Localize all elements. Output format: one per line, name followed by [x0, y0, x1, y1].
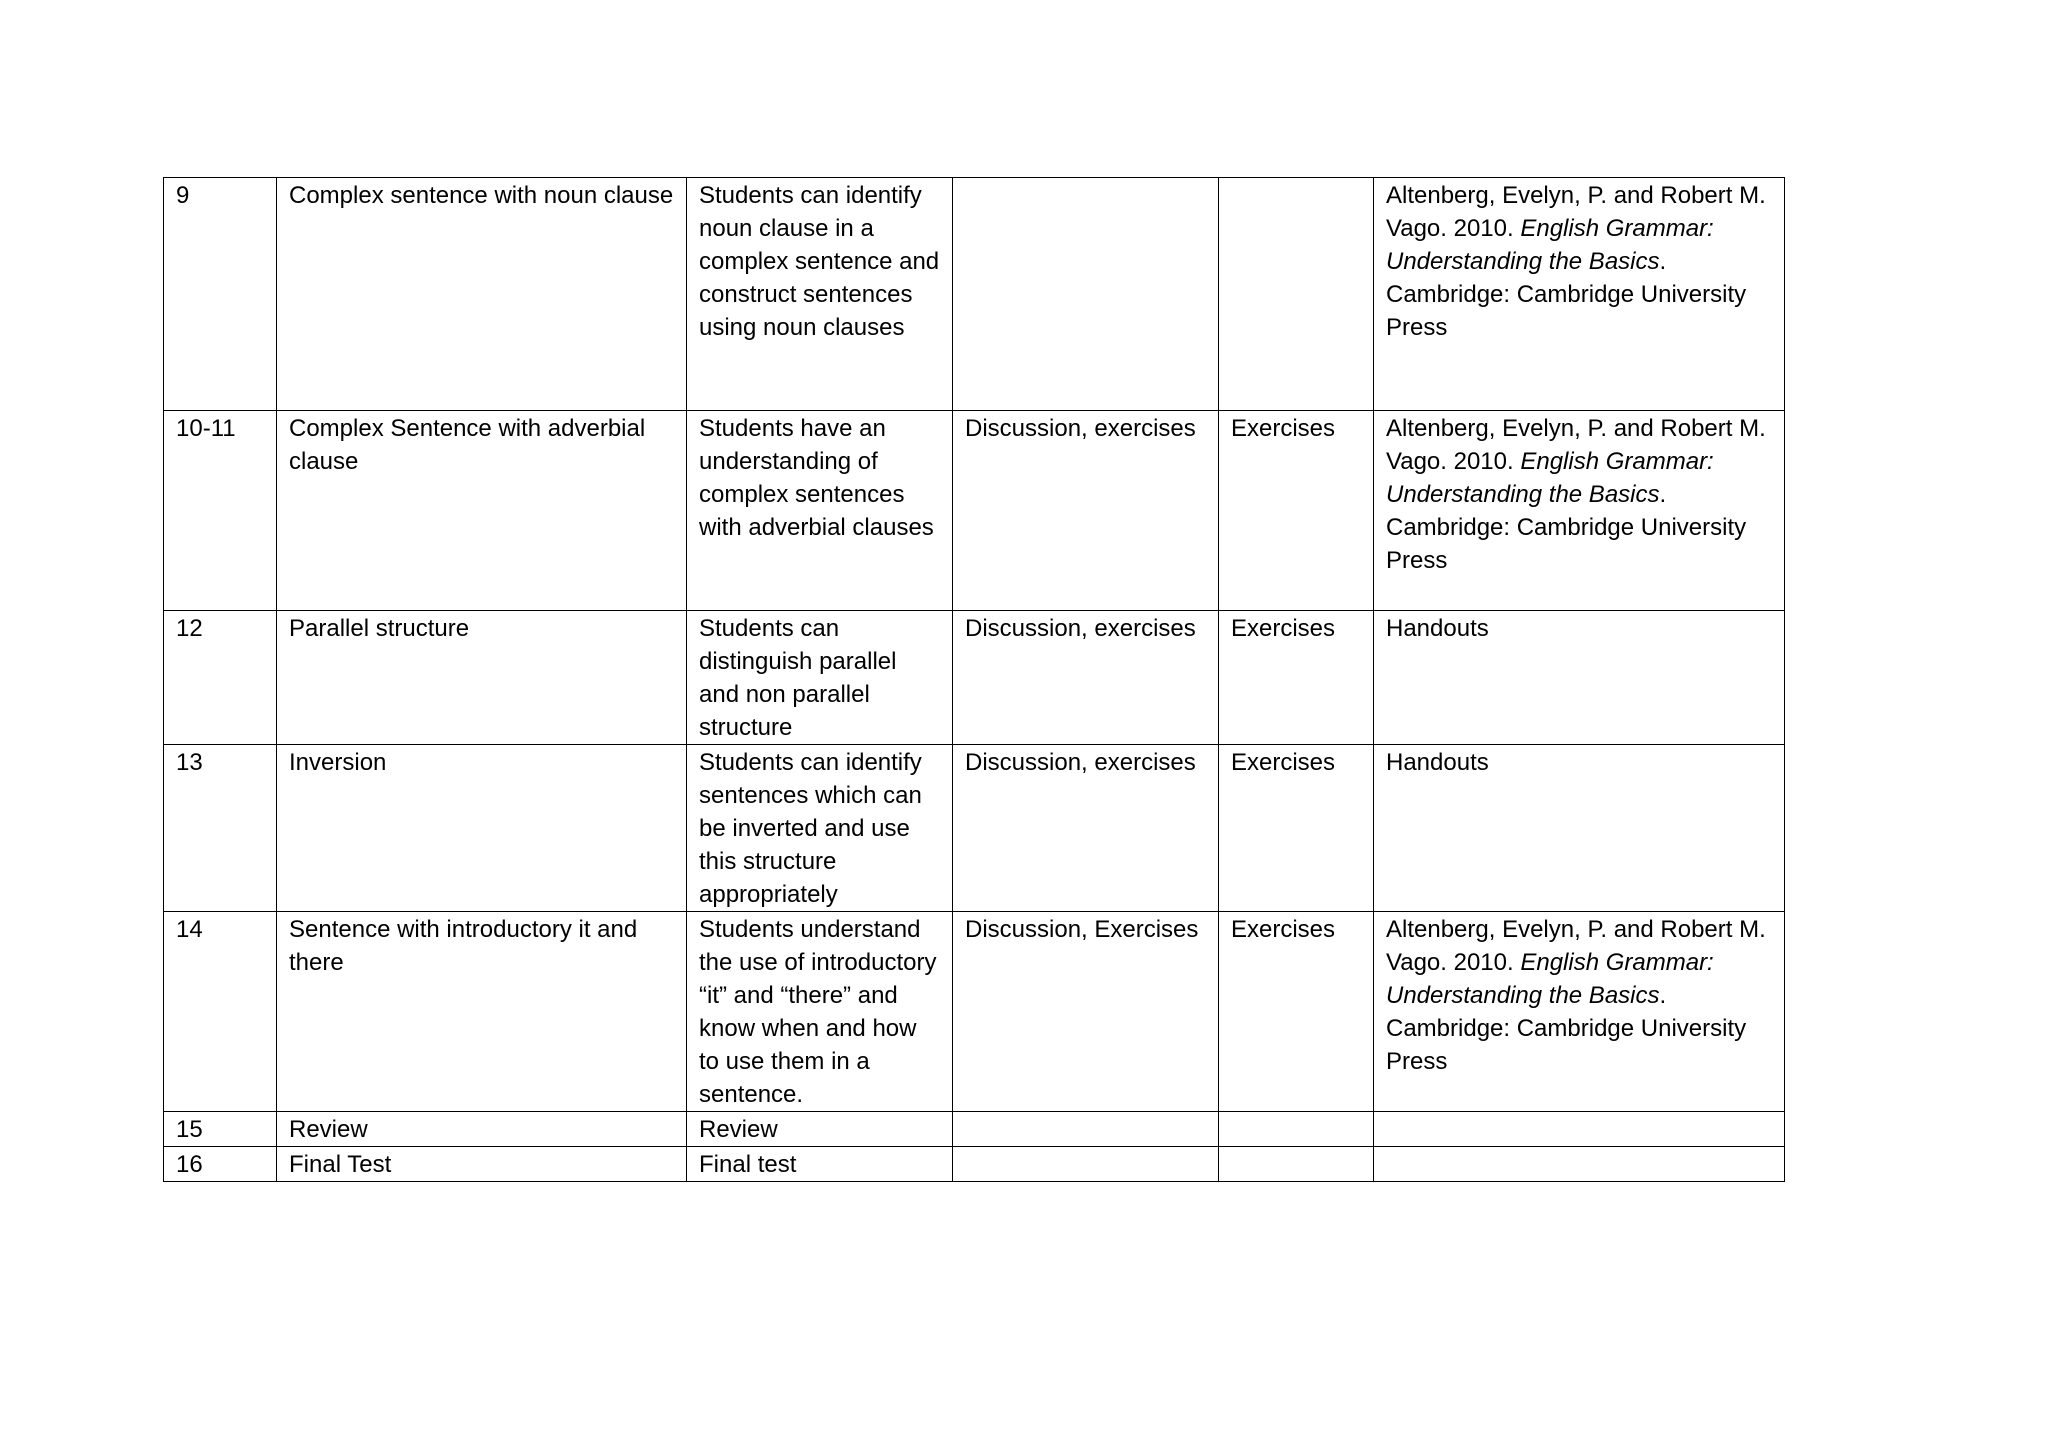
reference-cell: [1374, 611, 1785, 745]
outcome-text: Students understand the use of introductory “it” and “there” and know when and how to use them in a sentence.: [699, 916, 937, 1108]
reference-book-title: English Grammar: Understanding the Basics: [1386, 448, 1714, 508]
outcome-cell: [687, 1147, 953, 1182]
week-number: 16: [176, 1151, 203, 1178]
assessment-text: Exercises: [1231, 615, 1336, 642]
reference-cell: [1374, 912, 1785, 1112]
reference-publisher: . Cambridge: Cambridge University Press: [1386, 982, 1747, 1075]
assessment-cell: [1219, 912, 1374, 1112]
table-row: [164, 1112, 1785, 1147]
outcome-text: Review: [699, 1116, 778, 1143]
topic-text: Parallel structure: [289, 615, 470, 642]
outcome-text: Students have an understanding of complex sentences with adverbial clauses: [699, 415, 934, 541]
topic-text: Final Test: [289, 1151, 392, 1178]
topic-text: Complex Sentence with adverbial clause: [289, 415, 646, 475]
week-cell: [164, 912, 277, 1112]
reference-cell: [1374, 1112, 1785, 1147]
method-text: Discussion, exercises: [965, 749, 1196, 776]
outcome-cell: [687, 611, 953, 745]
reference-authors: Altenberg, Evelyn, P. and Robert M. Vago. 2010.: [1386, 415, 1766, 475]
method-cell: [953, 411, 1219, 611]
topic-cell: [277, 611, 687, 745]
syllabus-table: [163, 177, 1785, 1182]
assessment-cell: [1219, 1147, 1374, 1182]
reference-authors: Altenberg, Evelyn, P. and Robert M. Vago. 2010.: [1386, 182, 1766, 242]
method-cell: [953, 1147, 1219, 1182]
topic-text: Review: [289, 1116, 368, 1143]
topic-text: Complex sentence with noun clause: [289, 182, 674, 209]
method-cell: [953, 611, 1219, 745]
table-row: [164, 912, 1785, 1112]
reference-book-title: English Grammar: Understanding the Basics: [1386, 215, 1714, 275]
outcome-text: Students can distinguish parallel and non parallel structure: [699, 615, 897, 741]
table-row: [164, 178, 1785, 411]
reference-cell: [1374, 178, 1785, 411]
week-cell: [164, 411, 277, 611]
assessment-text: Exercises: [1231, 916, 1336, 943]
week-number: 10-11: [176, 415, 236, 442]
assessment-cell: [1219, 178, 1374, 411]
week-number: 13: [176, 749, 203, 776]
reference-publisher: . Cambridge: Cambridge University Press: [1386, 481, 1747, 574]
outcome-cell: [687, 411, 953, 611]
outcome-cell: [687, 1112, 953, 1147]
topic-cell: [277, 178, 687, 411]
week-number: 15: [176, 1116, 203, 1143]
topic-text: Sentence with introductory it and there: [289, 916, 638, 976]
outcome-cell: [687, 745, 953, 912]
week-number: 9: [176, 182, 190, 209]
week-cell: [164, 611, 277, 745]
assessment-cell: [1219, 745, 1374, 912]
outcome-text: Students can identify sentences which can be inverted and use this structure appropriately: [699, 749, 922, 908]
table-row: [164, 411, 1785, 611]
method-text: Discussion, Exercises: [965, 916, 1199, 943]
topic-cell: [277, 411, 687, 611]
reference-authors: Altenberg, Evelyn, P. and Robert M. Vago. 2010.: [1386, 916, 1766, 976]
reference-cell: [1374, 1147, 1785, 1182]
week-cell: [164, 1147, 277, 1182]
outcome-cell: [687, 178, 953, 411]
assessment-text: Exercises: [1231, 749, 1336, 776]
assessment-cell: [1219, 611, 1374, 745]
reference-cell: [1374, 745, 1785, 912]
topic-text: Inversion: [289, 749, 387, 776]
outcome-text: Final test: [699, 1151, 797, 1178]
table-row: [164, 745, 1785, 912]
outcome-text: Students can identify noun clause in a complex sentence and construct sentences using noun clauses: [699, 182, 940, 341]
topic-cell: [277, 912, 687, 1112]
week-cell: [164, 178, 277, 411]
topic-cell: [277, 1112, 687, 1147]
topic-cell: [277, 1147, 687, 1182]
reference-cell: [1374, 411, 1785, 611]
week-number: 14: [176, 916, 203, 943]
reference-book-title: English Grammar: Understanding the Basics: [1386, 949, 1714, 1009]
assessment-cell: [1219, 1112, 1374, 1147]
reference-text: Handouts: [1386, 749, 1489, 776]
assessment-text: Exercises: [1231, 415, 1336, 442]
method-cell: [953, 1112, 1219, 1147]
table-row: [164, 611, 1785, 745]
week-cell: [164, 745, 277, 912]
reference-publisher: . Cambridge: Cambridge University Press: [1386, 248, 1747, 341]
method-text: Discussion, exercises: [965, 415, 1196, 442]
reference-text: Handouts: [1386, 615, 1489, 642]
topic-cell: [277, 745, 687, 912]
week-number: 12: [176, 615, 203, 642]
week-cell: [164, 1112, 277, 1147]
method-cell: [953, 745, 1219, 912]
method-cell: [953, 178, 1219, 411]
assessment-cell: [1219, 411, 1374, 611]
method-text: Discussion, exercises: [965, 615, 1196, 642]
table-row: [164, 1147, 1785, 1182]
method-cell: [953, 912, 1219, 1112]
outcome-cell: [687, 912, 953, 1112]
